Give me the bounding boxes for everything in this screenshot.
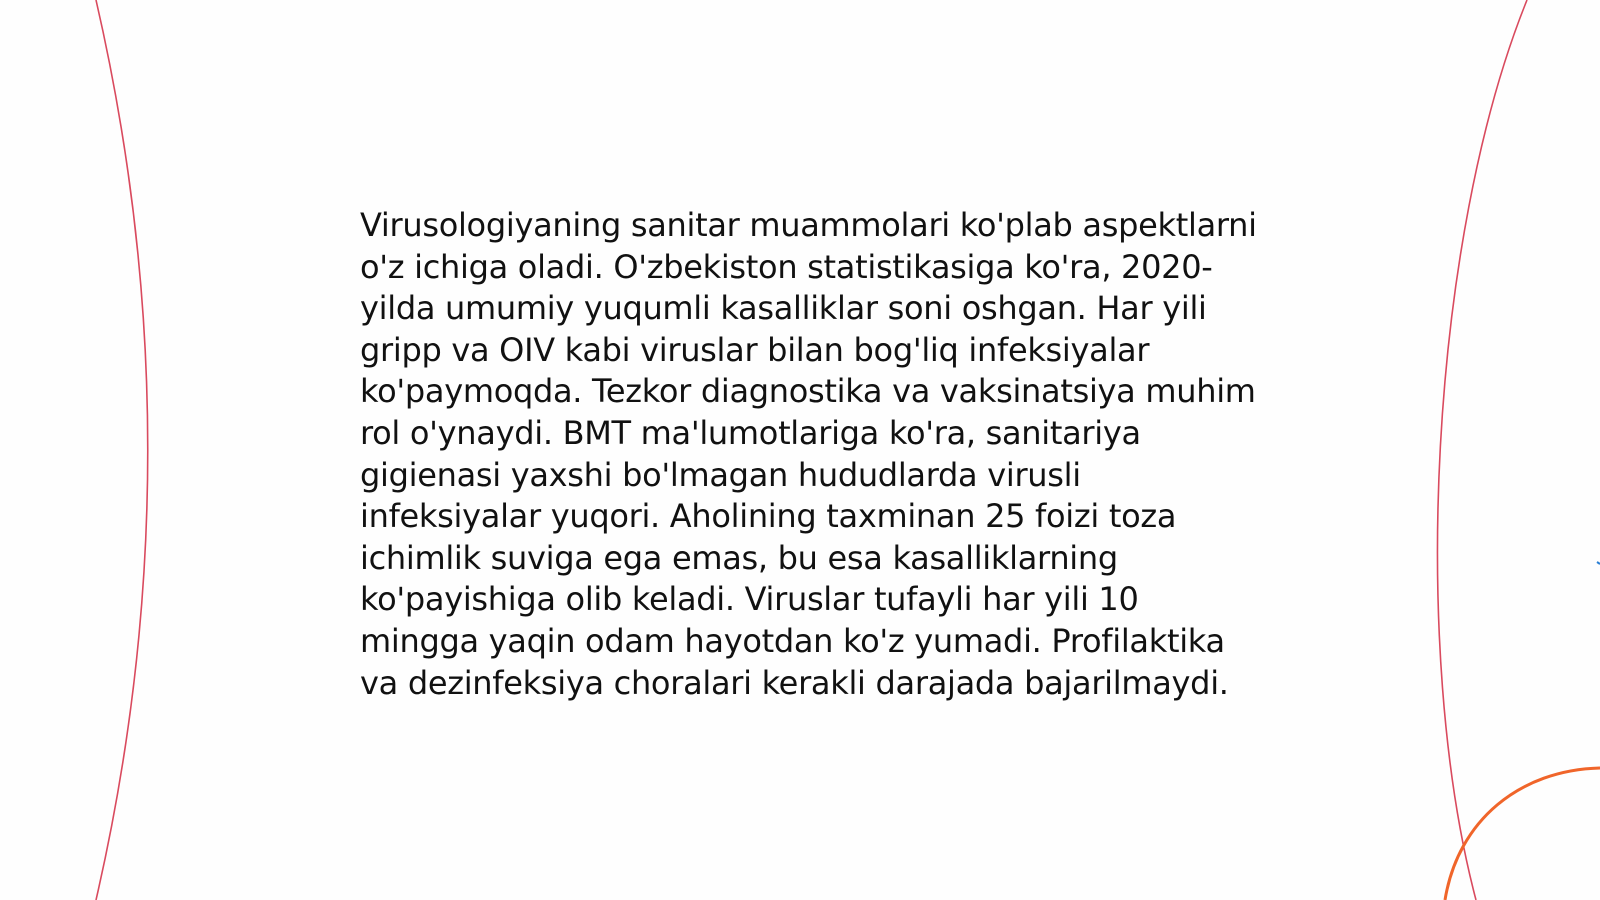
orange-arc-decoration xyxy=(1445,768,1600,900)
right-curve-decoration xyxy=(1437,0,1527,900)
left-curve-decoration xyxy=(96,0,148,900)
slide-body-text: Virusologiyaning sanitar muammolari ko'plab aspektlarni o'z ichiga oladi. O'zbekiston statistikasiga ko'ra, 2020-yilda umumiy yuqumli kasalliklar soni oshgan. Har yili gripp va OIV kabi viruslar bilan bog'liq infeksiyalar ko'paymoqda. Tezkor diagnostika va vaksinatsiya muhim rol o'ynaydi. BMT ma'lumotlariga ko'ra, sanitariya gigienasi yaxshi bo'lmagan hududlarda virusli infeksiyalar yuqori. Aholining taxminan 25 foizi toza ichimlik suviga ega emas, bu esa kasalliklarning ko'payishiga olib keladi. Viruslar tufayli har yili 10 mingga yaqin odam hayotdan ko'z yumadi. Profilaktika va dezinfeksiya choralari kerakli darajada bajarilmaydi. xyxy=(360,206,1257,702)
